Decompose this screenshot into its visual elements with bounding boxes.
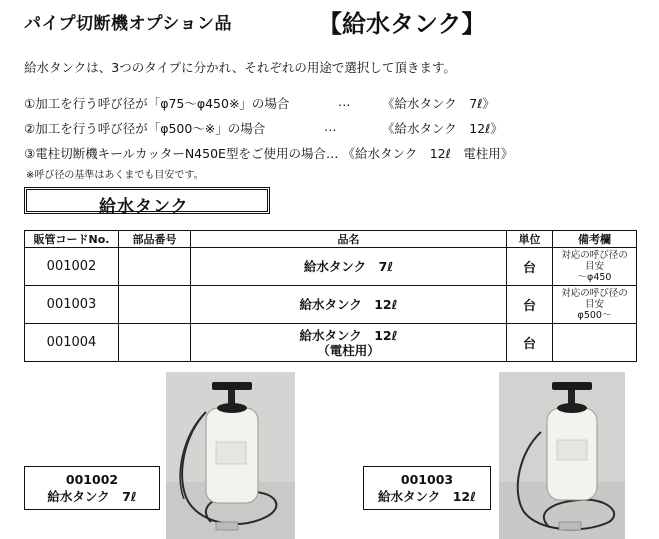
option-3 xyxy=(24,144,513,162)
section-title-box xyxy=(24,187,270,217)
cell-name xyxy=(191,248,507,286)
caption-right-code: 001003 xyxy=(400,472,454,487)
caption-left-code: 001002 xyxy=(65,472,119,487)
header-code: 販管コードNo. xyxy=(25,231,119,248)
parts-table xyxy=(24,230,637,362)
option-2-dots: … xyxy=(324,119,337,134)
header-name: 品名 xyxy=(191,231,507,248)
table-row xyxy=(25,286,637,324)
page-title-tag: 【給水タンク】 xyxy=(318,10,486,38)
cell-remark-line: ～φ450 xyxy=(577,272,612,283)
cell-remark-line: 目安 xyxy=(584,261,604,272)
cell-remark-line: 対応の呼び径の xyxy=(561,250,628,261)
cell-remark-line: φ500～ xyxy=(577,310,612,321)
water-tank-photo-icon xyxy=(499,372,625,539)
table-header-row xyxy=(25,231,637,248)
intro-text: 給水タンクは、3つのタイプに分かれ、それぞれの用途で選択して頂きます。 xyxy=(24,60,456,75)
caption-left-name: 給水タンク 7ℓ xyxy=(47,489,137,504)
cell-remark xyxy=(553,286,637,324)
header-part: 部品番号 xyxy=(119,231,191,248)
option-2 xyxy=(24,119,503,137)
cell-remark-line: 対応の呼び径の xyxy=(561,288,628,299)
option-3-ref: 《給水タンク 12ℓ 電柱用》 xyxy=(342,146,514,161)
caption-right-name: 給水タンク 12ℓ xyxy=(377,489,477,504)
cell-code: 001003 xyxy=(25,286,119,324)
header-remark: 備考欄 xyxy=(553,231,637,248)
cell-name-line: 給水タンク 7ℓ xyxy=(303,259,394,274)
option-2-ref: 《給水タンク 12ℓ》 xyxy=(382,121,503,136)
option-1-text: ①加工を行う呼び径が「φ75～φ450※」の場合 xyxy=(24,96,290,111)
cell-part xyxy=(119,248,191,286)
option-1 xyxy=(24,94,495,112)
cell-remark xyxy=(553,248,637,286)
cell-name xyxy=(191,286,507,324)
note-text: ※呼び径の基準はあくまでも目安です。 xyxy=(26,170,204,181)
cell-unit: 台 xyxy=(507,324,553,362)
table-row xyxy=(25,248,637,286)
caption-left xyxy=(24,466,160,510)
water-tank-photo-icon xyxy=(166,372,295,539)
cell-unit: 台 xyxy=(507,248,553,286)
caption-right xyxy=(363,466,491,510)
cell-name-line: 給水タンク 12ℓ xyxy=(299,327,398,343)
header-unit: 単位 xyxy=(507,231,553,248)
option-1-dots: … xyxy=(338,94,351,109)
cell-code: 001002 xyxy=(25,248,119,286)
page-title: パイプ切断機オプション品 xyxy=(24,14,232,34)
cell-unit: 台 xyxy=(507,286,553,324)
cell-part xyxy=(119,324,191,362)
cell-part xyxy=(119,286,191,324)
cell-code: 001004 xyxy=(25,324,119,362)
cell-remark xyxy=(553,324,637,362)
section-title: 給水タンク xyxy=(99,197,189,217)
cell-name-line2: （電柱用） xyxy=(317,342,380,358)
option-3-text: ③電柱切断機キールカッターN450E型をご使用の場合… xyxy=(24,146,339,161)
cell-name-line: 給水タンク 12ℓ xyxy=(299,297,398,312)
cell-name xyxy=(191,324,507,362)
cell-remark-line: 目安 xyxy=(584,299,604,310)
option-1-ref: 《給水タンク 7ℓ》 xyxy=(382,96,495,111)
option-2-text: ②加工を行う呼び径が「φ500～※」の場合 xyxy=(24,121,266,136)
table-row xyxy=(25,324,637,362)
